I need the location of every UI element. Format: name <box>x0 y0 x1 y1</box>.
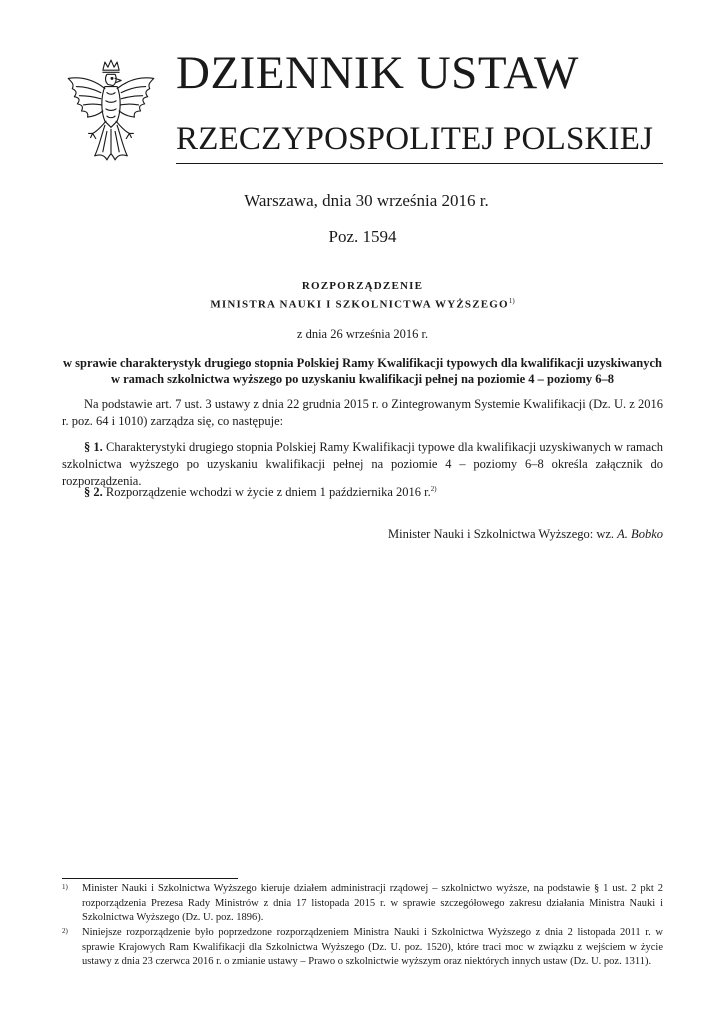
signature-name: A. Bobko <box>617 527 663 541</box>
act-issuer <box>0 297 725 311</box>
footnote <box>62 926 663 970</box>
footnote-text: Minister Nauki i Szkolnictwa Wyższego kieruje działem administracji rządowej – szkolnictwo wyższe, na podstawie § 1 ust. 2 pkt 2 rozporządzenia Prezesa Rady Ministrów z dnia 17 listopada 2015 r. w sprawie szczegółowego zakresu działania Ministra Nauki i Szkolnictwa Wyższego (Dz. U. poz. 1896). <box>82 883 663 924</box>
section-1-label: § 1. <box>84 440 103 454</box>
footnote-mark: 1) <box>62 883 68 891</box>
legal-basis-text: Na podstawie art. 7 ust. 3 ustawy z dnia 22 grudnia 2015 r. o Zintegrowanym Systemie Kwalifikacji (Dz. U. z 2016 r. poz. 64 i 1010) zarządza się, co następuje: <box>62 397 663 428</box>
act-type-heading: ROZPORZĄDZENIE <box>301 280 424 292</box>
section-2-paragraph <box>62 481 663 501</box>
eagle-emblem-icon <box>60 58 162 164</box>
legal-basis-paragraph <box>62 396 663 430</box>
publication-place-date: Warszawa, dnia 30 września 2016 r. <box>244 191 489 210</box>
section-2-footnote-ref: 2) <box>430 485 437 493</box>
masthead-title: DZIENNIK USTAW <box>176 47 579 99</box>
footnote-mark: 2) <box>62 927 68 935</box>
act-issuer-text: MINISTRA NAUKI I SZKOLNICTWA WYŻSZEGO <box>210 298 509 311</box>
signature-prefix: Minister Nauki i Szkolnictwa Wyższego: wz. <box>387 527 615 541</box>
section-2-text: Rozporządzenie wchodzi w życie z dniem 1 października 2016 r. <box>105 485 431 500</box>
section-1-text: Charakterystyki drugiego stopnia Polskiej Ramy Kwalifikacji typowe dla kwalifikacji uzyskiwanych w ramach szkolnictwa wyższego po uzyskaniu kwalifikacji pełnej na poziomie 4 – poziomy 6–8 określa załącznik do rozporządzenia. <box>62 440 664 488</box>
masthead-divider <box>176 163 663 164</box>
signature <box>388 527 663 542</box>
footnote-divider <box>62 878 238 879</box>
act-date: z dnia 26 września 2016 r. <box>296 327 429 341</box>
masthead-subtitle: RZECZYPOSPOLITEJ POLSKIEJ <box>176 121 654 157</box>
footnote-text: Niniejsze rozporządzenie było poprzedzone rozporządzeniem Ministra Nauki i Szkolnictwa Wyższego z dnia 2 listopada 2011 r. w sprawie Krajowych Ram Kwalifikacji dla Szkolnictwa Wyższego (Dz. U. poz. 1520), które traci moc w związku z wejściem w życie ustawy z dnia 23 czerwca 2016 r. o zmianie ustawy – Prawo o szkolnictwie wyższym oraz niektórych innych ustaw (Dz. U. poz. 1311). <box>82 927 663 968</box>
act-subject: w sprawie charakterystyk drugiego stopnia Polskiej Ramy Kwalifikacji typowych dla kwalifikacji uzyskiwanych w ramach szkolnictwa wyższego po uzyskaniu kwalifikacji pełnej na poziomie 4 – poziomy 6–8 <box>63 356 662 386</box>
issuer-footnote-ref: 1) <box>508 297 515 305</box>
position-number: Poz. 1594 <box>328 227 397 246</box>
footnote <box>62 882 663 926</box>
section-2-label: § 2. <box>84 485 103 500</box>
